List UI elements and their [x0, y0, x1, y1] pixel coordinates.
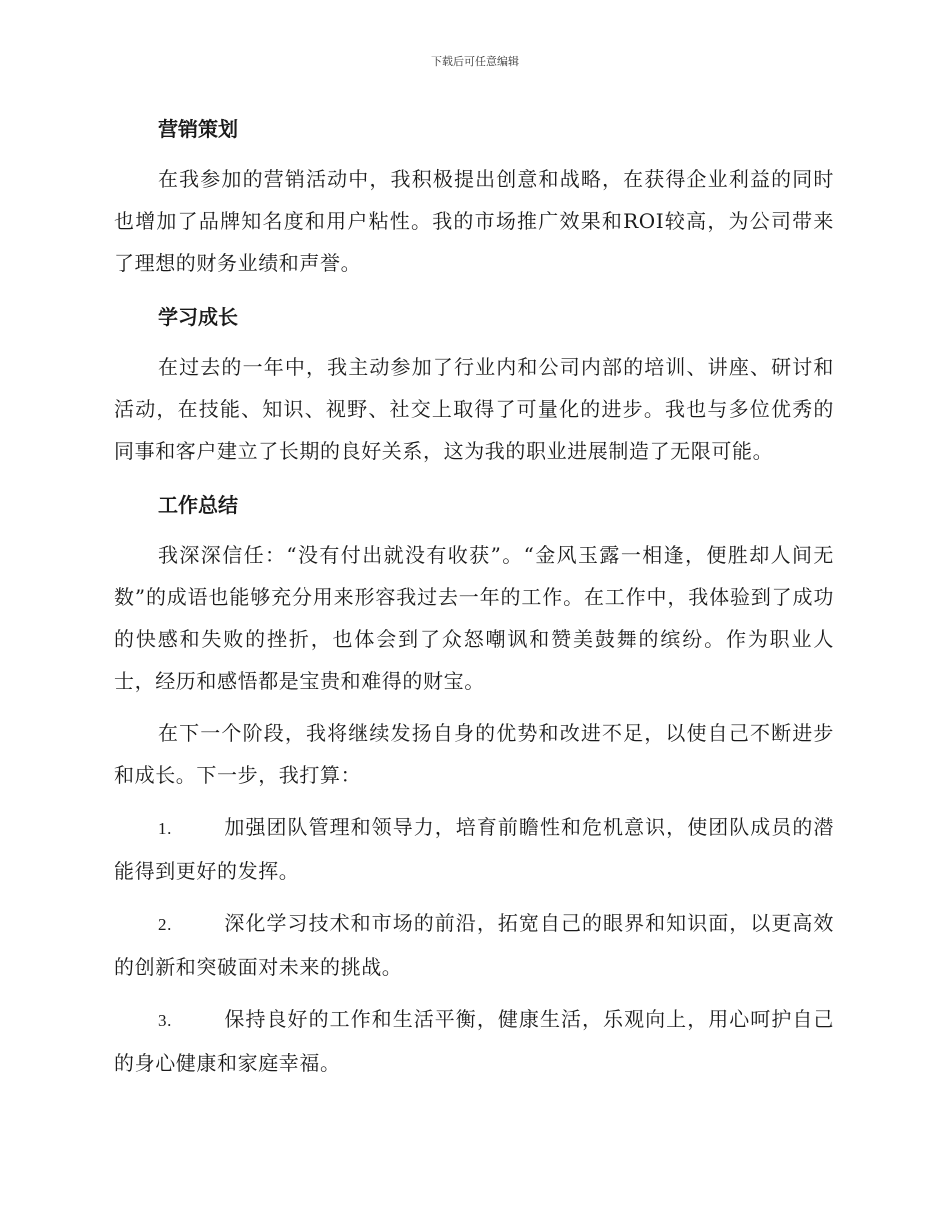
paragraph-marketing: 在我参加的营销活动中，我积极提出创意和战略，在获得企业利益的同时也增加了品牌知名度和用户粘性。我的市场推广效果和ROI较高，为公司带来了理想的财务业绩和声誉。 [114, 167, 834, 275]
spacer [114, 702, 834, 712]
section-heading-marketing: 营销策划 [158, 117, 238, 141]
paragraph-learning: 在过去的一年中，我主动参加了行业内和公司内部的培训、讲座、研讨和活动，在技能、知识、视野、社交上取得了可量化的进步。我也与多位优秀的同事和客户建立了长期的良好关系，这为我的职业进展制造了无限可能。 [114, 355, 834, 463]
page-header: 下载后可任意编辑 [431, 55, 519, 68]
plan-item [114, 806, 834, 892]
spacer [114, 336, 834, 346]
section-heading-summary: 工作总结 [158, 493, 238, 517]
plan-item-text: 深化学习技术和市场的前沿，拓宽自己的眼界和知识面，以更高效的创新和突破面对未来的挑战。 [114, 911, 834, 979]
plan-item-number: 2. [158, 915, 172, 934]
spacer [114, 524, 834, 534]
spacer [114, 148, 834, 158]
spacer [114, 796, 834, 806]
plan-item [114, 902, 834, 988]
spacer [114, 472, 834, 486]
plan-item-text: 保持良好的工作和生活平衡，健康生活，乐观向上，用心呵护自己的身心健康和家庭幸福。 [114, 1007, 834, 1075]
spacer [114, 892, 834, 902]
plan-item-number: 3. [158, 1011, 172, 1030]
plan-item-text: 加强团队管理和领导力，培育前瞻性和危机意识，使团队成员的潜能得到更好的发挥。 [114, 815, 834, 883]
plan-item-number: 1. [158, 819, 172, 838]
section-heading-learning: 学习成长 [158, 305, 238, 329]
paragraph-next-stage: 在下一个阶段，我将继续发扬自身的优势和改进不足，以使自己不断进步和成长。下一步，我打算： [114, 721, 834, 787]
paragraph-summary: 我深深信任：“没有付出就没有收获”。“金风玉露一相逢，便胜却人间无数”的成语也能够充分用来形容我过去一年的工作。在工作中，我体验到了成功的快感和失败的挫折，也体会到了众怒嘲讽和赞美鼓舞的缤纷。作为职业人士，经历和感悟都是宝贵和难得的财宝。 [114, 543, 834, 693]
spacer [114, 284, 834, 298]
spacer [114, 988, 834, 998]
plan-item [114, 998, 834, 1084]
document-body [114, 110, 834, 1084]
